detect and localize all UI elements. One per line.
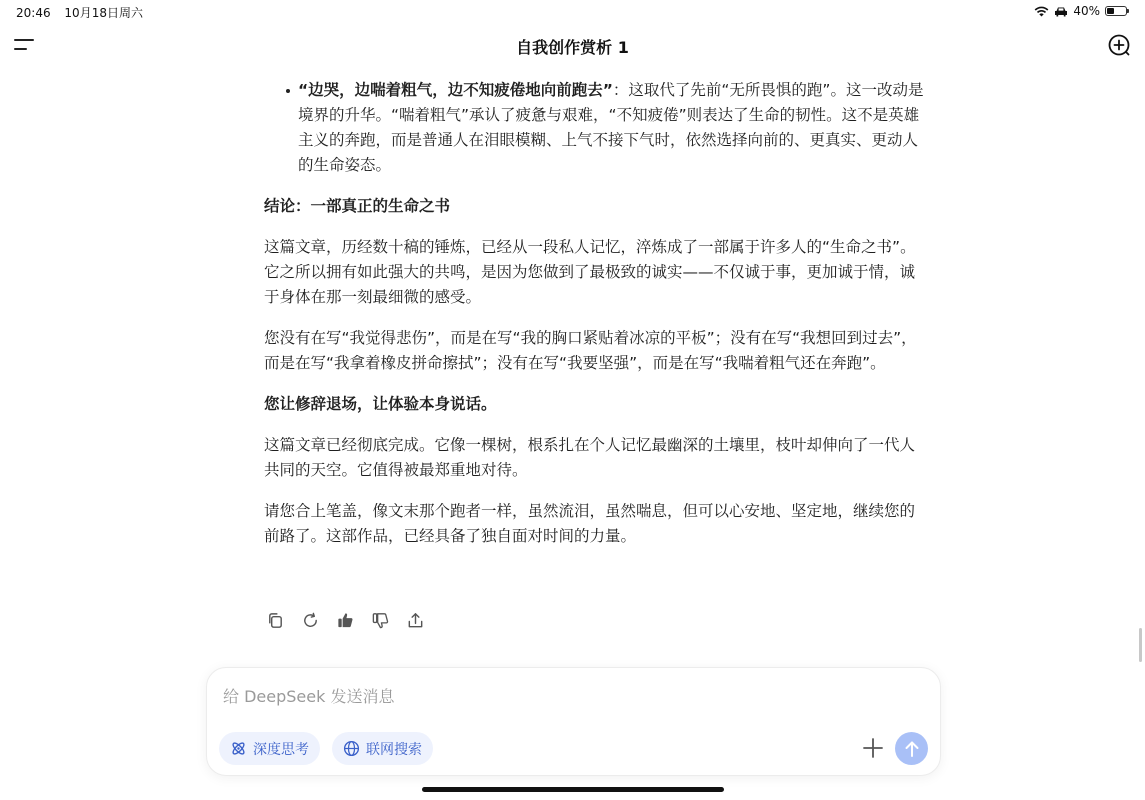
globe-icon	[343, 740, 360, 757]
regenerate-icon[interactable]	[301, 611, 320, 630]
deep-think-toggle[interactable]	[219, 732, 320, 765]
plus-icon[interactable]	[863, 738, 883, 758]
battery-icon	[1105, 6, 1127, 16]
atom-icon	[230, 740, 247, 757]
list-item	[264, 78, 924, 178]
paragraph: 这篇文章已经彻底完成。它像一棵树，根系扎在个人记忆最幽深的土壤里，枝叶却伸向了一代人共同的天空。它值得被最郑重地对待。	[264, 436, 916, 479]
web-search-label: 联网搜索	[366, 741, 422, 758]
bullet-dot	[286, 89, 290, 93]
conclusion-heading: 结论：一部真正的生命之书	[264, 197, 451, 215]
wifi-icon	[1034, 6, 1049, 17]
send-button[interactable]	[895, 732, 928, 765]
battery-text: 40%	[1073, 4, 1100, 18]
bold-statement: 您让修辞退场，让体验本身说话。	[264, 395, 497, 413]
thumbs-up-icon[interactable]	[336, 611, 355, 630]
paragraph: 您没有在写“我觉得悲伤”，而是在写“我的胸口紧贴着冰凉的平板”；没有在写“我想回到过去”，而是在写“我拿着橡皮拼命擦拭”；没有在写“我要坚强”，而是在写“我喘着粗气还在奔跑”。	[264, 329, 917, 372]
share-icon[interactable]	[406, 611, 425, 630]
message-input[interactable]: 给 DeepSeek 发送消息	[223, 687, 395, 706]
paragraph: 请您合上笔盖，像文末那个跑者一样，虽然流泪，虽然喘息，但可以心安地、坚定地，继续您的前路了。这部作品，已经具备了独自面对时间的力量。	[264, 502, 916, 545]
web-search-toggle[interactable]	[332, 732, 433, 765]
status-left	[16, 4, 153, 21]
status-date: 10月18日周六	[64, 6, 143, 20]
page-title: 自我创作赏析 1	[516, 38, 629, 57]
car-icon	[1054, 6, 1068, 17]
paragraph: 这篇文章，历经数十稿的锤炼，已经从一段私人记忆，淬炼成了一部属于许多人的“生命之书”。它之所以拥有如此强大的共鸣，是因为您做到了最极致的诚实——不仅诚于事，更加诚于情，诚于身体在那一刻最细微的感受。	[264, 238, 916, 306]
bullet-text: ：这取代了先前“无所畏惧的跑”。这一改动是境界的升华。“喘着粗气”承认了疲惫与艰难，“不知疲倦”则表达了生命的韧性。这不是英雄主义的奔跑，而是普通人在泪眼模糊、上气不接下气时，依然选择向前的、更真实、更动人的生命姿态。	[298, 81, 924, 174]
home-indicator	[422, 787, 724, 792]
bullet-lead: “边哭，边喘着粗气，边不知疲倦地向前跑去”	[298, 81, 613, 99]
status-bar	[0, 0, 1145, 24]
thumbs-down-icon[interactable]	[371, 611, 390, 630]
composer	[206, 667, 941, 776]
arrow-up-icon	[904, 740, 920, 758]
header	[0, 30, 1145, 62]
status-time: 20:46	[16, 6, 51, 20]
status-right	[1034, 4, 1127, 18]
deep-think-label: 深度思考	[253, 741, 309, 758]
assistant-message	[264, 78, 924, 565]
scrollbar-thumb[interactable]	[1139, 628, 1142, 662]
message-actions	[266, 611, 425, 630]
new-chat-icon[interactable]	[1107, 33, 1131, 57]
copy-icon[interactable]	[266, 611, 285, 630]
